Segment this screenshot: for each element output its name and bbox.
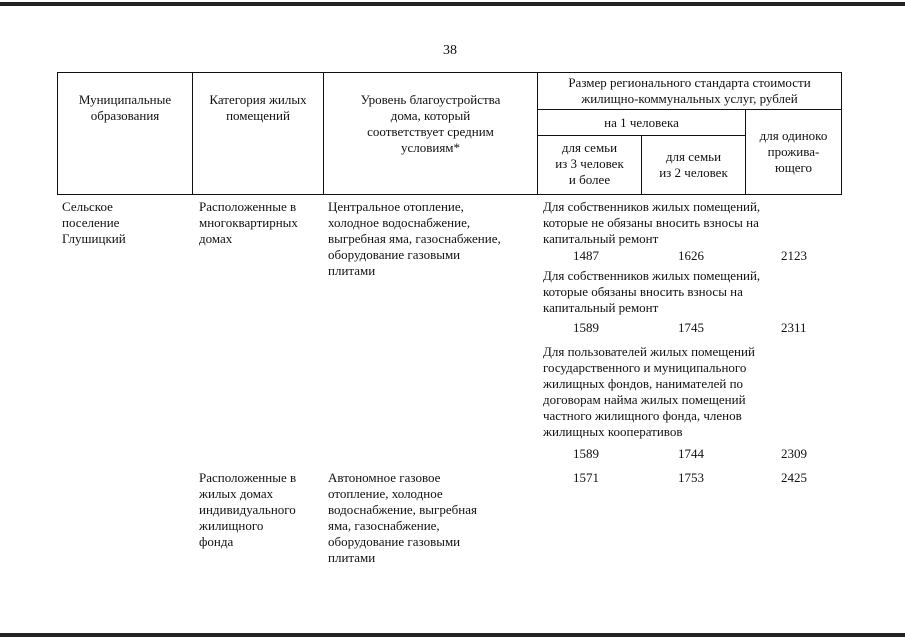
row2-value-family2: 1753	[678, 470, 704, 485]
row1-category: Расположенные в многоквартирных домах	[199, 199, 298, 246]
scan-border-top	[0, 2, 905, 6]
header-category: Категория жилых помещений	[209, 92, 307, 123]
header-standard: Размер регионального стандарта стоимости жилищно-коммунальных услуг, рублей	[568, 75, 811, 106]
header-family2: для семьи из 2 человек	[659, 149, 728, 180]
col-rule-left	[57, 72, 58, 195]
row1-group3-value-single: 2309	[781, 446, 807, 461]
row1-group1-value-family2: 1626	[678, 248, 704, 263]
row1-group1-value-single: 2123	[781, 248, 807, 263]
scan-border-bottom	[0, 633, 905, 637]
row1-group3-value-family2: 1744	[678, 446, 704, 461]
header-level: Уровень благоустройства дома, который соответствует средним условиям*	[360, 92, 501, 155]
row1-municipality: Сельское поселение Глушицкий	[62, 199, 126, 246]
row1-group2-value-single: 2311	[781, 320, 807, 335]
col-rule-right	[841, 72, 842, 195]
row2-category: Расположенные в жилых домах индивидуального жилищного фонда	[199, 470, 297, 549]
header-per-person: на 1 человека	[604, 115, 679, 130]
table-top-rule	[57, 72, 842, 73]
row2-value-single: 2425	[781, 470, 807, 485]
table-header-bottom-rule	[57, 194, 842, 195]
col-rule-1	[192, 72, 193, 195]
row1-level: Центральное отопление, холодное водоснабжение, выгребная яма, газоснабжение, оборудование газовыми плитами	[328, 199, 501, 278]
page-number: 38	[443, 43, 457, 58]
standard-sub-rule	[537, 109, 842, 110]
row1-group1-value-family3: 1487	[573, 248, 599, 263]
header-single: для одиноко прожива- ющего	[759, 128, 828, 175]
header-municipality: Муниципальные образования	[78, 92, 172, 123]
row1-group2-label: Для собственников жилых помещений, которые обязаны вносить взносы на капитальный ремонт	[543, 268, 761, 315]
row2-level: Автономное газовое отопление, холодное водоснабжение, выгребная яма, газоснабжение, оборудование газовыми плитами	[328, 470, 477, 565]
row1-group3-value-family3: 1589	[573, 446, 599, 461]
row1-group2-value-family3: 1589	[573, 320, 599, 335]
header-family3: для семьи из 3 человек и более	[555, 140, 624, 187]
row1-group3-label: Для пользователей жилых помещений государственного и муниципального жилищных фондов, нанимателей по договорам найма жилых помещений частного жилищного фонда, членов жилищных кооперативов	[543, 344, 755, 439]
row1-group1-label: Для собственников жилых помещений, которые не обязаны вносить взносы на капитальный ремонт	[543, 199, 761, 246]
row1-group2-value-family2: 1745	[678, 320, 704, 335]
row2-value-family3: 1571	[573, 470, 599, 485]
